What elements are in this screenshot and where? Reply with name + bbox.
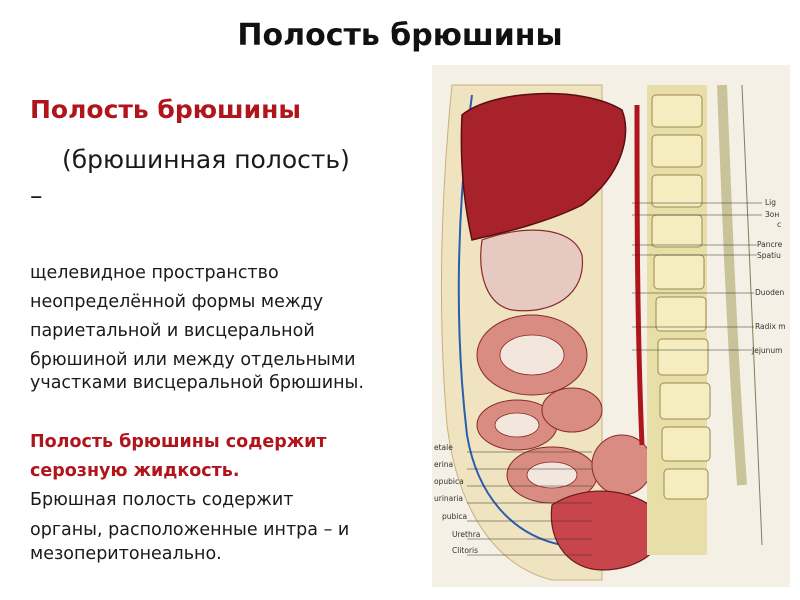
label-zon: Зон (765, 210, 780, 219)
label-clitoris: Clitoris (452, 546, 479, 555)
content-note-line: серозную жидкость. (30, 461, 240, 481)
label-c: c (777, 220, 782, 229)
content-line: Брюшная полость содержит (30, 490, 294, 510)
label-urinaria: urinaria (434, 494, 464, 503)
definition-line: неопределённой формы между (30, 292, 324, 312)
definition-line: париетальной и висцеральной (30, 321, 315, 341)
body-subheading: (брюшинная полость) – (30, 145, 350, 210)
body-heading: Полость брюшины (30, 95, 302, 124)
label-radix: Radix m (755, 322, 786, 331)
label-spatiu: Spatiu (757, 251, 781, 260)
label-erina: erina (434, 460, 454, 469)
content-line: органы, расположенные интра – и (30, 520, 350, 540)
definition-line: участками висцеральной брюшины. (30, 373, 364, 393)
label-duoden: Duoden (755, 288, 785, 297)
content-note-line: Полость брюшины содержит (30, 432, 327, 452)
label-pubica: pubica (442, 512, 468, 521)
label-lig: Lig (765, 198, 777, 207)
label-pancre: Pancre (757, 240, 783, 249)
label-urethra: Urethra (452, 530, 481, 539)
anatomy-sagittal-illustration (432, 65, 790, 587)
label-jejunum: Jejunum (752, 346, 783, 355)
label-opubica: opubica (434, 477, 464, 486)
content-line: мезоперитонеально. (30, 544, 222, 564)
definition-line: щелевидное пространство (30, 263, 279, 283)
label-etale: etale (434, 443, 453, 452)
slide-title: Полость брюшины (237, 18, 563, 53)
definition-line: брюшиной или между отдельными (30, 350, 356, 370)
